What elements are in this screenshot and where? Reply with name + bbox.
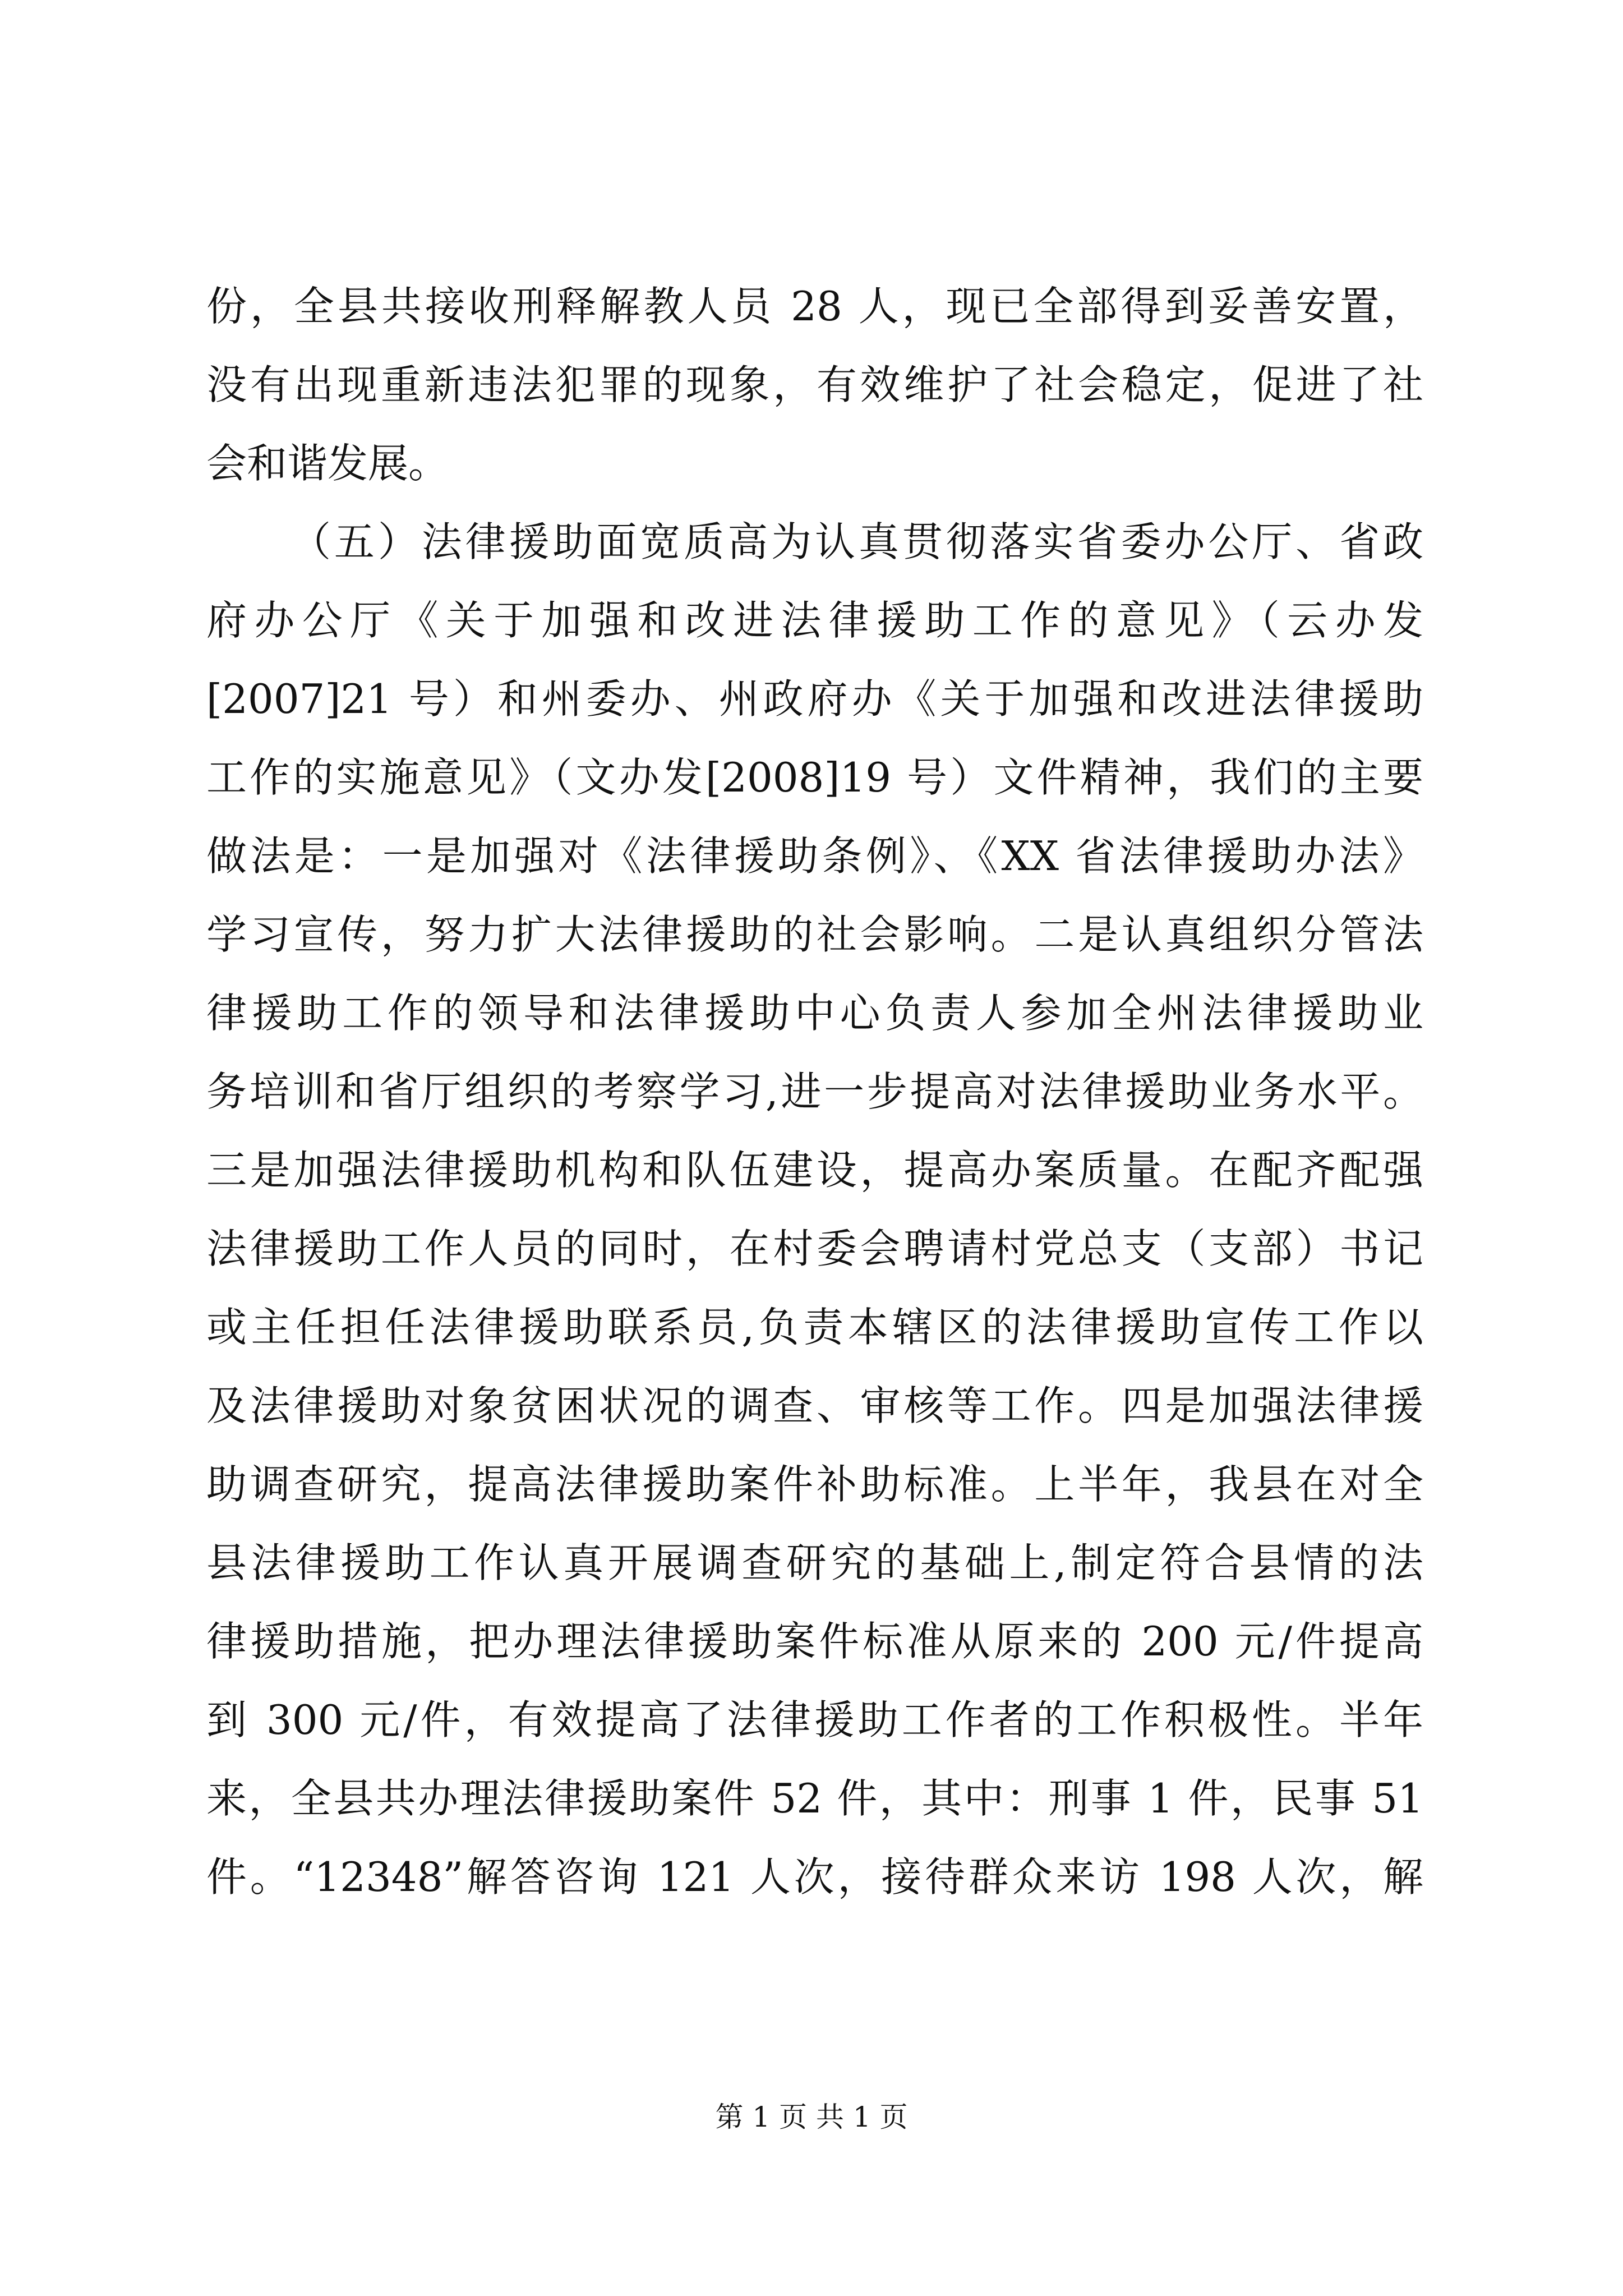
text-line: 学习宣传，努力扩大法律援助的社会影响。二是认真组织分管法	[206, 911, 1423, 958]
paragraph-continuation	[206, 267, 1423, 503]
text-line: 三是加强法律援助机构和队伍建设，提高办案质量。在配齐配强	[206, 1147, 1423, 1194]
text-line: 助调查研究，提高法律援助案件补助标准。上半年，我县在对全	[206, 1461, 1423, 1508]
text-line: 做法是：一是加强对《法律援助条例》、《XX 省法律援助办法》	[206, 832, 1423, 880]
text-line: 份，全县共接收刑释解教人员 28 人，现已全部得到妥善安置，	[206, 283, 1423, 330]
text-line: 及法律援助对象贫困状况的调查、审核等工作。四是加强法律援	[206, 1382, 1423, 1429]
text-line: 律援助工作的领导和法律援助中心负责人参加全州法律援助业	[206, 990, 1423, 1037]
text-line: 到 300 元/件，有效提高了法律援助工作者的工作积极性。半年	[206, 1696, 1423, 1743]
text-line: 法律援助工作人员的同时，在村委会聘请村党总支（支部）书记	[206, 1225, 1423, 1272]
text-line: 工作的实施意见》（文办发[2008]19 号）文件精神，我们的主要	[206, 754, 1423, 801]
page-number: 第 1 页 共 1 页	[715, 2101, 908, 2133]
text-line: 没有出现重新违法犯罪的现象，有效维护了社会稳定，促进了社	[206, 361, 1423, 408]
text-line: 来，全县共办理法律援助案件 52 件，其中：刑事 1 件，民事 51	[206, 1775, 1423, 1822]
text-line: [2007]21 号）和州委办、州政府办《关于加强和改进法律援助	[206, 675, 1423, 723]
text-line: 会和谐发展。	[206, 440, 449, 487]
text-line: 府办公厅《关于加强和改进法律援助工作的意见》（云办发	[206, 597, 1423, 644]
text-line: 或主任担任法律援助联系员,负责本辖区的法律援助宣传工作以	[206, 1304, 1423, 1351]
text-line: 律援助措施，把办理法律援助案件标准从原来的 200 元/件提高	[206, 1618, 1423, 1665]
text-line: 件。“12348”解答咨询 121 人次，接待群众来访 198 人次，解	[206, 1853, 1423, 1901]
text-line: （五）法律援助面宽质高为认真贯彻落实省委办公厅、省政	[291, 518, 1423, 565]
page-footer	[0, 2100, 1623, 2134]
text-line: 务培训和省厅组织的考察学习,进一步提高对法律援助业务水平。	[206, 1068, 1423, 1115]
paragraph-legal-aid	[206, 503, 1423, 1916]
text-line: 县法律援助工作认真开展调查研究的基础上,制定符合县情的法	[206, 1539, 1423, 1586]
document-body	[206, 267, 1423, 1916]
